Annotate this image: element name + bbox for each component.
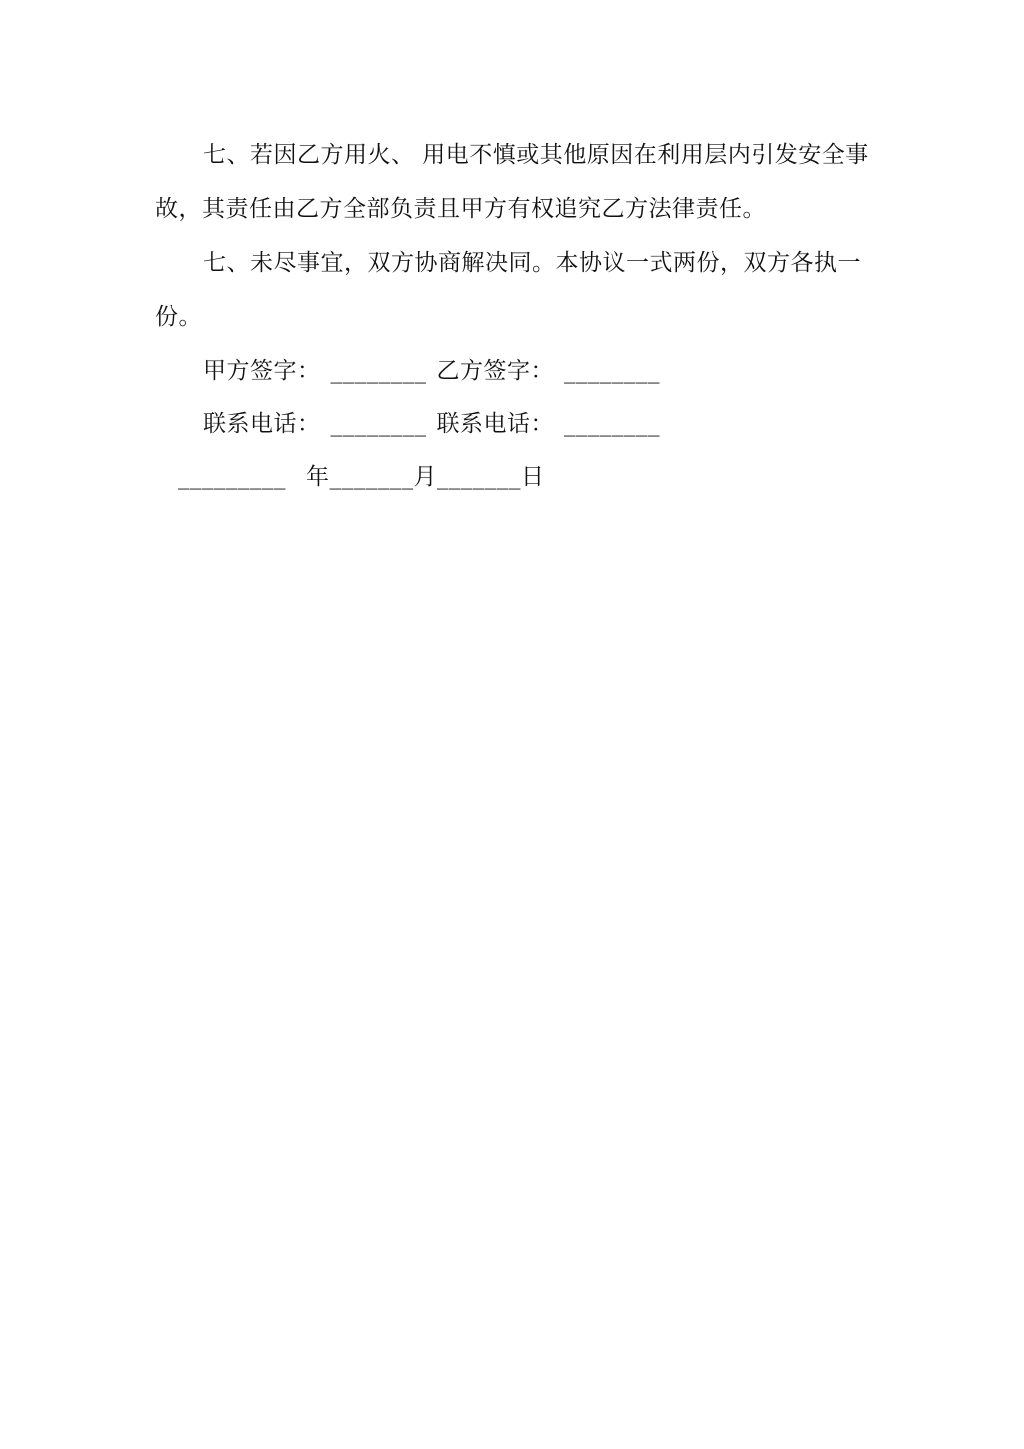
party-b-phone-blank: ________ [564,411,660,437]
party-a-signature-blank: ________ [330,358,427,384]
party-a-phone-blank: ________ [330,411,427,437]
month-label: 月 [413,464,437,490]
party-b-signature-blank: ________ [564,358,660,384]
clause-1-line-1: 七、若因乙方用火、 用电不慎或其他原因在利用层内引发安全事 [203,142,869,168]
signature-row [203,356,660,386]
clause-2-line-1: 七、未尽事宜，双方协商解决同。本协议一式两份，双方各执一 [203,250,861,276]
party-b-phone-label: 联系电话： [436,411,554,437]
day-label: 日 [521,464,545,490]
month-blank: _______ [329,464,414,490]
contact-row [203,409,660,439]
party-a-signature-label: 甲方签字： [203,358,321,384]
day-blank: _______ [437,464,521,490]
year-label: 年 [306,464,330,490]
party-b-signature-label: 乙方签字： [436,358,554,384]
date-row [178,462,545,492]
clause-1-line-2: 故，其责任由乙方全部负责且甲方有权追究乙方法律责任。 [155,196,766,222]
clause-2-line-2: 份。 [155,304,202,330]
party-a-phone-label: 联系电话： [203,411,321,437]
year-blank: _________ [178,464,286,490]
